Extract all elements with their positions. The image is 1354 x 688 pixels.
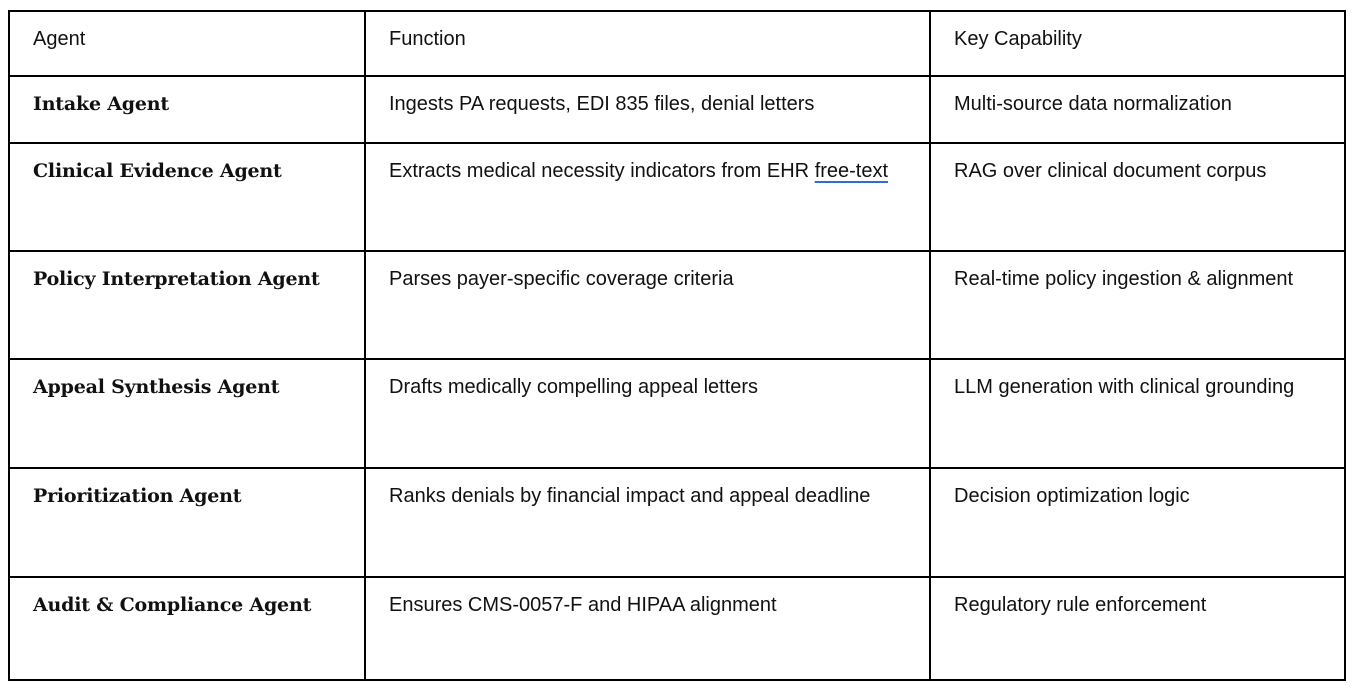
header-agent: Agent	[9, 11, 365, 76]
agents-table	[8, 10, 1346, 681]
agent-name: Clinical Evidence Agent	[9, 143, 365, 251]
table-row	[9, 359, 1345, 468]
agent-function	[365, 143, 930, 251]
agent-capability: Regulatory rule enforcement	[930, 577, 1345, 680]
agent-function: Drafts medically compelling appeal letters	[365, 359, 930, 468]
function-text: Extracts medical necessity indicators from EHR	[389, 160, 815, 182]
agent-function: Parses payer-specific coverage criteria	[365, 251, 930, 359]
agent-name: Audit & Compliance Agent	[9, 577, 365, 680]
agent-capability: Decision optimization logic	[930, 468, 1345, 577]
agent-function: Ensures CMS-0057-F and HIPAA alignment	[365, 577, 930, 680]
header-row	[9, 11, 1345, 76]
agent-function: Ranks denials by financial impact and appeal deadline	[365, 468, 930, 577]
table-row	[9, 76, 1345, 143]
agent-name: Appeal Synthesis Agent	[9, 359, 365, 468]
table-row	[9, 468, 1345, 577]
agent-name: Policy Interpretation Agent	[9, 251, 365, 359]
agent-capability: Multi-source data normalization	[930, 76, 1345, 143]
spellcheck-flagged-word[interactable]: free-text	[814, 160, 889, 182]
table-row	[9, 143, 1345, 251]
agent-name: Prioritization Agent	[9, 468, 365, 577]
table-row	[9, 577, 1345, 680]
agent-name: Intake Agent	[9, 76, 365, 143]
agent-capability: LLM generation with clinical grounding	[930, 359, 1345, 468]
header-function: Function	[365, 11, 930, 76]
header-key-capability: Key Capability	[930, 11, 1345, 76]
agent-capability: Real-time policy ingestion & alignment	[930, 251, 1345, 359]
agent-capability: RAG over clinical document corpus	[930, 143, 1345, 251]
table-row	[9, 251, 1345, 359]
agent-function: Ingests PA requests, EDI 835 files, denial letters	[365, 76, 930, 143]
